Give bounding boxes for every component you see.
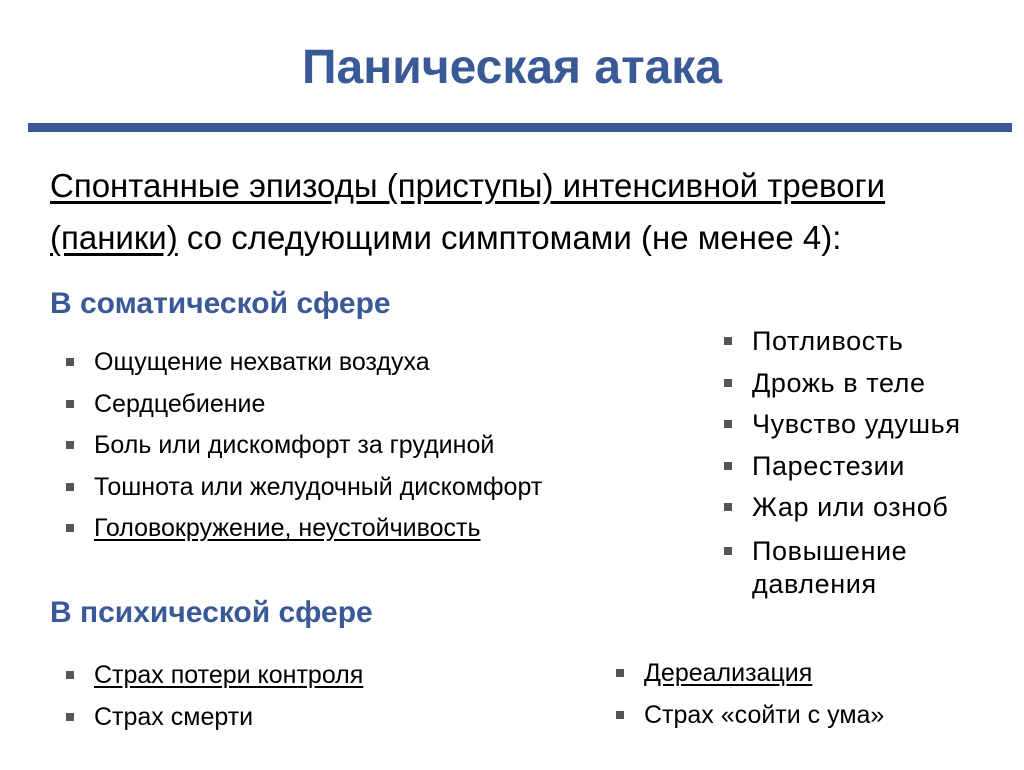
- title-divider: [28, 123, 1012, 132]
- slide-title: Паническая атака: [302, 41, 722, 94]
- list-item: Страх смерти: [62, 697, 542, 739]
- list-item: Потливость: [720, 321, 1010, 363]
- list-item: Ощущение нехватки воздуха: [62, 342, 662, 384]
- square-bullet-icon: [724, 547, 732, 555]
- intro-line-2: со следующими симптомами (не менее 4):: [177, 219, 842, 256]
- list-item: Чувство удушья: [720, 404, 1010, 446]
- square-bullet-icon: [724, 503, 732, 511]
- square-bullet-icon: [724, 337, 732, 345]
- square-bullet-icon: [66, 671, 74, 679]
- psychic-heading: В психической сфере: [50, 596, 373, 629]
- square-bullet-icon: [66, 358, 74, 366]
- psychic-right-list: [612, 653, 1012, 736]
- intro-underlined-word: (паники): [50, 219, 178, 256]
- list-item: Головокружение, неустойчивость: [62, 508, 662, 550]
- square-bullet-icon: [66, 713, 74, 721]
- list-item: Страх потери контроля: [62, 655, 542, 697]
- list-item: Страх «сойти с ума»: [612, 695, 1012, 737]
- psychic-left-list: [62, 655, 542, 738]
- square-bullet-icon: [66, 400, 74, 408]
- somatic-left-list: [62, 342, 662, 550]
- intro-text: [50, 160, 1010, 264]
- list-item: Тошнота или желудочный дискомфорт: [62, 467, 662, 509]
- square-bullet-icon: [66, 441, 74, 449]
- list-item: Дереализация: [612, 653, 1012, 695]
- somatic-right-list: [720, 321, 1010, 601]
- list-item: Повышение давления: [720, 535, 972, 601]
- somatic-heading: В соматической сфере: [50, 287, 391, 320]
- list-item: Парестезии: [720, 446, 1010, 488]
- square-bullet-icon: [724, 379, 732, 387]
- list-item: Сердцебиение: [62, 384, 662, 426]
- square-bullet-icon: [616, 669, 624, 677]
- square-bullet-icon: [724, 462, 732, 470]
- list-item: Дрожь в теле: [720, 363, 1010, 405]
- square-bullet-icon: [616, 711, 624, 719]
- square-bullet-icon: [66, 524, 74, 532]
- intro-line-1: Спонтанные эпизоды (приступы) интенсивной тревоги: [50, 167, 886, 204]
- list-item: Жар или озноб: [720, 487, 1010, 529]
- square-bullet-icon: [66, 483, 74, 491]
- square-bullet-icon: [724, 420, 732, 428]
- list-item: Боль или дискомфорт за грудиной: [62, 425, 662, 467]
